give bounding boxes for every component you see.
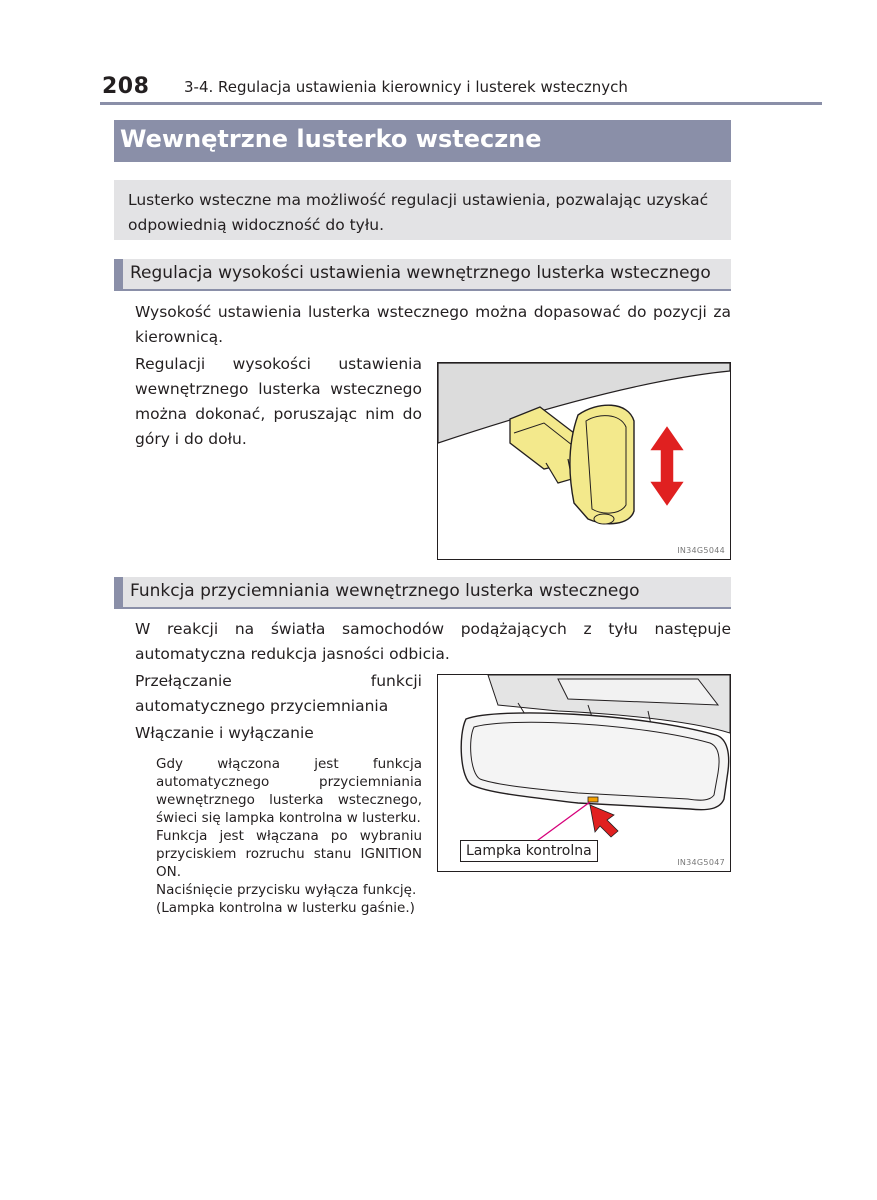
- running-title: 3-4. Regulacja ustawienia kierownicy i lusterek wstecznych: [184, 78, 628, 96]
- mirror-height-illustration: [438, 363, 730, 559]
- up-down-arrow-icon: [649, 425, 685, 507]
- figure-indicator-lamp: [437, 674, 731, 872]
- pointer-arrow-icon: [590, 805, 618, 837]
- section-header-auto-dimming: [114, 577, 731, 609]
- figure-code: IN34G5044: [677, 546, 725, 555]
- intro-box: [114, 180, 731, 240]
- notes-block: [156, 755, 422, 917]
- note-1: Gdy włączona jest funkcja automatycznego przyciemniania wewnętrznego lusterka wstecznego, świeci się lampka kontrolna w lusterku.: [156, 756, 422, 826]
- rearview-mirror: [461, 713, 728, 810]
- section1-paragraph-2: Regulacji wysokości ustawienia wewnętrznego lusterka wstecznego można dokonać, poruszając nim do góry i do dołu.: [135, 355, 422, 448]
- mirror-mount: [510, 407, 574, 483]
- callout-label: Lampka kontrolna: [460, 840, 598, 862]
- page-number: 208: [102, 74, 150, 99]
- section-marker: [114, 577, 123, 609]
- figure-mirror-height: [437, 362, 731, 560]
- section1-paragraph-1: Wysokość ustawienia lusterka wstecznego można dopasować do pozycji za kierownicą.: [135, 303, 731, 346]
- figure-code: IN34G5047: [677, 858, 725, 867]
- mirror-body: [570, 405, 634, 524]
- note-2: Funkcja jest włączana po wybraniu przyciskiem rozruchu stanu IGNITION ON.: [156, 828, 422, 880]
- intro-line-2: odpowiednią widoczność do tyłu.: [128, 216, 385, 234]
- callout-leader-line: [534, 802, 590, 843]
- section-marker: [114, 259, 123, 291]
- section2-subheading: Włączanie i wyłączanie: [135, 724, 314, 742]
- intro-line-1: Lusterko wsteczne ma możliwość regulacji ustawienia, pozwalając uzyskać: [128, 191, 709, 209]
- section-header-height-adjust: [114, 259, 731, 291]
- page-title: Wewnętrzne lusterko wsteczne: [120, 125, 542, 153]
- page-title-bar: [114, 120, 731, 162]
- section2-paragraph-2: Przełączanie funkcji automatycznego przyciemniania: [135, 672, 422, 715]
- section-heading: Regulacja wysokości ustawienia wewnętrznego lusterka wstecznego: [130, 263, 711, 283]
- section-heading: Funkcja przyciemniania wewnętrznego lusterka wstecznego: [130, 581, 640, 601]
- header-rule: [100, 102, 822, 105]
- note-3: Naciśnięcie przycisku wyłącza funkcję. (Lampka kontrolna w lusterku gaśnie.): [156, 882, 417, 916]
- section2-paragraph-1: W reakcji na światła samochodów podążających z tyłu następuje automatyczna redukcja jasności odbicia.: [135, 620, 731, 663]
- intro-text: [128, 188, 728, 238]
